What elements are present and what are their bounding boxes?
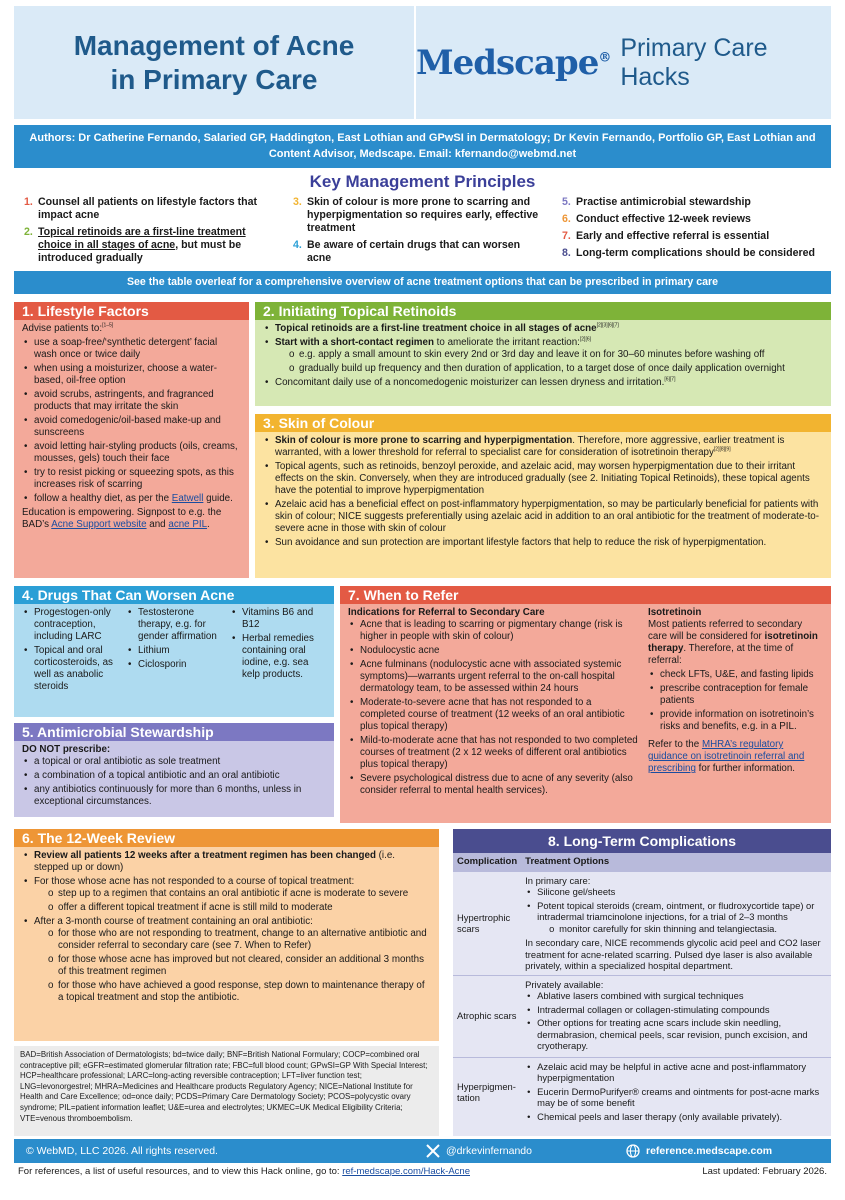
list-item: • Review all patients 12 weeks after a treatment regimen has been changed (i.e. stepped up or down) [34, 850, 431, 874]
list-item: • Azelaic acid may be helpful in active acne and post-inflammatory hyperpigmentation [537, 1061, 827, 1084]
site-link[interactable]: reference.medscape.com [626, 1144, 772, 1158]
section-long-term [453, 829, 831, 1136]
page-title: Management of Acne in Primary Care [73, 29, 355, 95]
table-cell [521, 1057, 831, 1127]
list-item: • Severe psychological distress due to acne of any severity (also consider referral to mental health services). [360, 773, 638, 797]
isotretinoin-heading: Isotretinoin [648, 607, 702, 618]
do-not-prescribe: DO NOT prescribe: [22, 744, 111, 755]
list-item: • when using a moisturizer, choose a water-based, oil-free option [34, 363, 241, 387]
mhra-link[interactable]: MHRA’s regulatory guidance on isotretinoin referral and prescribing [648, 739, 805, 774]
table-cell: Atrophic scars [453, 975, 521, 1057]
education-note: Education is empowering. Signpost to e.g. the BAD’s Acne Support website and acne PIL. [22, 507, 222, 530]
principle-7: 7. Early and effective referral is essential [562, 230, 770, 242]
principle-1: 1. Counsel all patients on lifestyle factors that impact acne [24, 196, 257, 221]
list-item: • Moderate-to-severe acne that has not responded to a completed course of treatment (12 weeks of an oral antibiotic plus topical therapy) [360, 697, 638, 733]
list-item: • Sun avoidance and sun protection are important lifestyle factors that help to reduce the risk of hyperpigmentation. [275, 537, 823, 549]
footer-bar [14, 1139, 831, 1163]
sub-item: o step up to a regimen that contains an oral antibiotic if acne is moderate to severe [58, 888, 431, 900]
list-item: • Intradermal collagen or collagen-stimulating compounds [537, 1004, 827, 1016]
section-when-to-refer [340, 586, 831, 823]
list-item: • Herbal remedies containing oral iodine, e.g. sea kelp products. [242, 633, 326, 681]
referral-heading: Indications for Referral to Secondary Care [348, 607, 545, 618]
section-lifestyle [14, 302, 249, 578]
list-item: • avoid letting hair-styling products (oils, creams, mousses, gels) touch their face [34, 441, 241, 465]
brand-text: Medscape [416, 42, 599, 83]
brand-subtitle: Primary Care Hacks [620, 33, 768, 91]
x-handle[interactable]: @drkevinfernando [426, 1144, 626, 1158]
list-item: • Other options for treating acne scars include skin needling, dermabrasion, chemical peels, scar revision, punch excision, and cryotherapy. [537, 1017, 827, 1052]
list-item: • Chemical peels and laser therapy (only available privately). [537, 1111, 827, 1123]
section-12-week-review [14, 829, 439, 1041]
sub-item: o for those whose acne has improved but not cleared, consider an additional 3 months of this treatment regimen [58, 954, 431, 978]
abbreviations: BAD=British Association of Dermatologists; bd=twice daily; BNF=British National Formulary; COCP=combined oral contraceptive pill; eGFR=estimated glomerular filtration rate; FBC=full blood count; GPwSI=GP With Special Interest; HCP=healthcare professional; LARC=long-acting reversible contraception; LFT=liver function test; LNG=levonorgestrel; MHRA=Medicines and Healthcare products Regulatory Agency; NICE=National Institute for Health and Care Excellence; od=once daily; PCDS=Primary Care Dermatology Society; PCOS=polycystic ovary syndrome; PIL=patient information leaflet; U&E=urea and electrolytes; UKMEC=UK Medical Eligibility Criteria; VTE=venous thromboembolism. [14, 1046, 439, 1136]
section-title: 1. Lifestyle Factors [14, 302, 249, 320]
table-cell: Hyperpigmen-tation [453, 1057, 521, 1127]
list-item: • Lithium [138, 645, 226, 657]
column-header: Complication [453, 853, 521, 871]
list-item: • provide information on isotretinoin’s risks and benefits, e.g. in a PIL. [660, 709, 820, 733]
section-title: 8. Long-Term Complications [453, 829, 831, 853]
section-title: 7. When to Refer [340, 586, 831, 604]
list-item: • try to resist picking or squeezing spots, as this increases risk of scarring [34, 467, 241, 491]
last-updated: Last updated: February 2026. [702, 1166, 827, 1177]
intro: Advise patients to:[1–5] [22, 322, 114, 334]
list-item: • check LFTs, U&E, and fasting lipids [660, 669, 820, 681]
list-item: • Ciclosporin [138, 659, 226, 671]
x-logo-icon [426, 1144, 440, 1158]
list-item: • avoid comedogenic/oil-based make-up and sunscreens [34, 415, 241, 439]
key-principles-col1 [24, 196, 276, 269]
list-item: • Potent topical steroids (cream, ointment, or fludroxycortide tape) or intradermal triamcinolone injections, for a trial of 2–3 months o monitor carefully for skin thinning and telangiectasia. [537, 900, 827, 935]
header-brand-panel [416, 6, 831, 119]
list-item: • Start with a short-contact regimen to ameliorate the irritant reaction:[2][6] o e.g. apply a small amount to skin every 2nd or 3rd day and leave it on for 30–60 minutes before washing off o gradually build up frequency and then duration of application, to a target dose of once daily application overnight [275, 337, 823, 375]
list-item: • Topical and oral corticosteroids, as well as anabolic steroids [34, 645, 122, 693]
list-item: • prescribe contraception for female patients [660, 683, 820, 707]
sub-item: o for those who are not responding to treatment, change to an alternative antibiotic and consider referral to secondary care (see 7. When to Refer) [58, 928, 431, 952]
sub-item: o monitor carefully for skin thinning and telangiectasia. [559, 923, 827, 935]
mhra-note: Refer to the MHRA’s regulatory guidance on isotretinoin referral and prescribing for further information. [648, 739, 805, 774]
isotretinoin-intro: Most patients referred to secondary care will be considered for isotretinoin therapy. Therefore, at the time of referral: [648, 619, 818, 666]
bottom-note: For references, a list of useful resources, and to view this Hack online, go to: ref-medscape.com/Hack-Acne Last updated: February 2026. [18, 1166, 827, 1177]
list-item: • Skin of colour is more prone to scarring and hyperpigmentation. Therefore, more aggressive, earlier treatment is warranted, with a lower threshold for referral to specialist care for consideration of isotretinoin therapy[2][8][9] [275, 435, 823, 459]
list-item: • Acne that is leading to scarring or pigmentary change (risk is higher in people with skin of colour) [360, 619, 638, 643]
principle-2: 2. Topical retinoids are a first-line treatment choice in all stages of acne, but must be introduced gradually [24, 226, 246, 264]
sub-item: o offer a different topical treatment if acne is still mild to moderate [58, 902, 431, 914]
section-title: 2. Initiating Topical Retinoids [255, 302, 831, 320]
section-title: 5. Antimicrobial Stewardship [14, 723, 334, 741]
principle-4: 4. Be aware of certain drugs that can worsen acne [293, 239, 521, 264]
sub-item: o e.g. apply a small amount to skin every 2nd or 3rd day and leave it on for 30–60 minutes before washing off [299, 349, 823, 361]
list-item: • Mild-to-moderate acne that has not responded to two completed courses of treatment (2 x 12 weeks of different oral antibiotics plus topical therapy) [360, 735, 638, 771]
list-item: • Ablative lasers combined with surgical techniques [537, 990, 827, 1002]
list-item: • Acne fulminans (nodulocystic acne with associated systemic symptoms)—warrants urgent referral to the on-call hospital dermatology team, to be assessed within 24 hours [360, 659, 638, 695]
acne-pil-link[interactable]: acne PIL [168, 519, 208, 530]
section-drugs-worsen [14, 586, 334, 717]
section-title: 4. Drugs That Can Worsen Acne [14, 586, 334, 604]
list-item: • Silicone gel/sheets [537, 886, 827, 898]
list-item: • a combination of a topical antibiotic and an oral antibiotic [34, 770, 326, 782]
list-item: • avoid scrubs, astringents, and fragranced products that may irritate the skin [34, 389, 241, 413]
section-skin-of-colour [255, 414, 831, 578]
table-row [453, 975, 831, 1057]
acne-support-link[interactable]: Acne Support website [51, 519, 147, 530]
list-item: • follow a healthy diet, as per the Eatwell guide. [34, 493, 241, 505]
section-antimicrobial [14, 723, 334, 817]
table-row [453, 1057, 831, 1127]
principle-3: 3. Skin of colour is more prone to scarring and hyperpigmentation so requires early, effective treatment [293, 196, 539, 234]
table-cell: Hypertrophic scars [453, 871, 521, 975]
principle-8: 8. Long-term complications should be considered [562, 247, 815, 259]
authors-bar: Authors: Dr Catherine Fernando, Salaried GP, Haddington, East Lothian and GPwSI in Dermatology; Dr Kevin Fernando, Portfolio GP, East Lothian and Content Advisor, Medscape. Email: kfernando@webmd.net [14, 125, 831, 168]
list-item: • Vitamins B6 and B12 [242, 607, 326, 631]
list-item: • Nodulocystic acne [360, 645, 638, 657]
list-item: • After a 3-month course of treatment containing an oral antibiotic: o for those who are not responding to treatment, change to an alternative antibiotic and consider referral to secondary care (see 7. When to Refer) o for those whose acne has improved but not cleared, consider an additional 3 months of this treatment regimen o for those who have achieved a good response, step down to maintenance therapy of a topical treatment and stop the antibiotic. [34, 916, 431, 1004]
complications-table [453, 853, 831, 1127]
key-principles-col2 [293, 196, 543, 269]
table-row [453, 871, 831, 975]
principle-6: 6. Conduct effective 12-week reviews [562, 213, 751, 225]
principle-5: 5. Practise antimicrobial stewardship [562, 196, 751, 208]
list-item: • use a soap-free/‘synthetic detergent’ facial wash once or twice daily [34, 337, 241, 361]
list-item: • Progestogen-only contraception, including LARC [34, 607, 122, 643]
header-title-panel [14, 6, 414, 119]
list-item: • Eucerin DermoPurifyer® creams and ointments for post-acne marks may be of some benefit [537, 1086, 827, 1109]
key-principles-col3 [562, 196, 832, 264]
list-item: • Testosterone therapy, e.g. for gender affirmation [138, 607, 226, 643]
list-item: • a topical or oral antibiotic as sole treatment [34, 756, 326, 768]
table-note-bar: See the table overleaf for a comprehensive overview of acne treatment options that can be prescribed in primary care [14, 271, 831, 294]
key-principles-title: Key Management Principles [309, 172, 536, 191]
list-item: • any antibiotics continuously for more than 6 months, unless in exceptional circumstances. [34, 784, 326, 808]
list-item: • Azelaic acid has a beneficial effect on post-inflammatory hyperpigmentation, so may be particularly beneficial for patients with skin of colour; NICE suggests preferentially using azelaic acid in addition to an oral antibiotic for the treatment of moderate-to-severe acne in those with skin of colour [275, 499, 823, 535]
table-cell: In primary care: • Silicone gel/sheets • Potent topical steroids (cream, ointment, or fludroxycortide tape) or intradermal triamcinolone injections, for a trial of 2–3 months o monitor carefully for skin thinning and telangiectasia. In secondary care, NICE recommends glycolic acid peel and CO2 laser treatment for acne-related scarring. Pulsed dye laser is also available privately, within a specialized hospital department. [521, 871, 831, 975]
list-item: • Concomitant daily use of a noncomedogenic moisturizer can lessen dryness and irritation.[6][7] [275, 377, 823, 389]
section-topical-retinoids [255, 302, 831, 406]
eatwell-link[interactable]: Eatwell [171, 493, 204, 504]
list-item: • For those whose acne has not responded to a course of topical treatment: o step up to a regimen that contains an oral antibiotic if acne is moderate to severe o offer a different topical treatment if acne is still mild to moderate [34, 876, 431, 914]
medscape-logo: Medscape® [416, 42, 611, 83]
hack-link[interactable]: ref-medscape.com/Hack-Acne [342, 1166, 470, 1177]
table-cell: Privately available: • Ablative lasers combined with surgical techniques • Intradermal collagen or collagen-stimulating compounds • Other options for treating acne scars include skin needling, dermabrasion, chemical peels, scar revision, punch excision, and cryotherapy. [521, 975, 831, 1057]
sub-item: o gradually build up frequency and then duration of application, to a target dose of once daily application overnight [299, 363, 823, 375]
copyright: © WebMD, LLC 2026. All rights reserved. [26, 1145, 218, 1157]
list-item: • Topical retinoids are a first-line treatment choice in all stages of acne[2][3][6][7] [275, 323, 823, 335]
column-header: Treatment Options [521, 853, 831, 871]
sub-item: o for those who have achieved a good response, step down to maintenance therapy of a topical treatment and stop the antibiotic. [58, 980, 431, 1004]
section-title: 6. The 12-Week Review [14, 829, 439, 847]
globe-icon [626, 1144, 640, 1158]
list-item: • Topical agents, such as retinoids, benzoyl peroxide, and azelaic acid, may worsen hyperpigmentation due to their irritant effects on the skin. Conversely, when they are introduced gradually (see 2. Initiating Topical Retinoids), these topical agents have the potential to improve hyperpigmentation [275, 461, 823, 497]
section-title: 3. Skin of Colour [255, 414, 831, 432]
